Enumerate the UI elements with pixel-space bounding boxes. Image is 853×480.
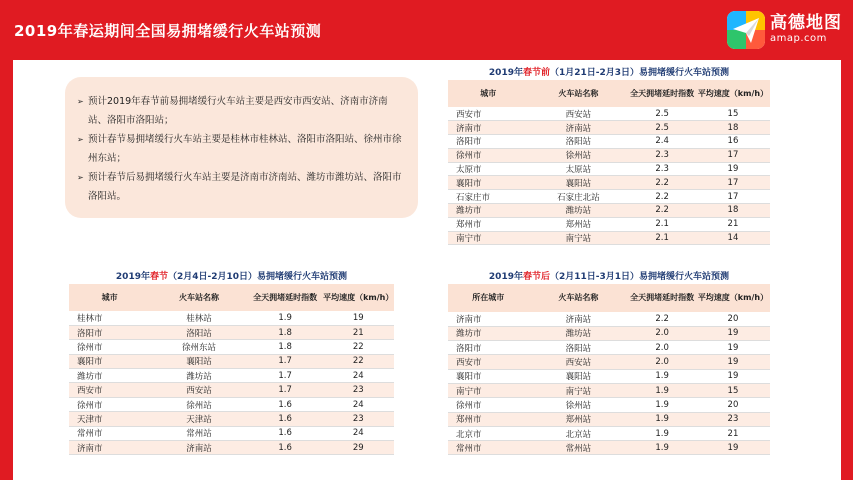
table-row [448,398,770,412]
cell-station: 南宁站 [529,231,629,245]
cell-station: 常州站 [529,441,629,455]
cell-delay-index: 1.8 [248,325,323,339]
cell-avg-speed: 20 [696,312,770,326]
cell-delay-index: 1.9 [248,311,323,325]
table-row [448,190,770,204]
cell-avg-speed: 15 [696,383,770,397]
cell-avg-speed: 22 [323,354,395,368]
cell-station: 北京站 [529,426,629,440]
amap-paper-plane-icon [727,11,765,49]
table-row [69,325,394,339]
cell-avg-speed: 19 [323,311,395,325]
cell-station: 潍坊站 [150,369,248,383]
cell-station: 桂林站 [150,311,248,325]
cell-city: 襄阳市 [448,176,529,190]
cell-city: 洛阳市 [448,135,529,149]
col-header: 平均速度（km/h） [323,284,395,311]
cell-delay-index: 2.5 [628,107,696,121]
cell-delay-index: 2.4 [628,135,696,149]
col-header: 全天拥堵延时指数 [628,284,696,312]
cell-avg-speed: 19 [696,162,770,176]
cell-city: 洛阳市 [69,325,150,339]
col-header: 城市 [448,80,529,107]
cell-station: 济南站 [150,441,248,455]
cell-avg-speed: 19 [696,326,770,340]
cell-avg-speed: 21 [696,217,770,231]
cell-delay-index: 1.9 [628,441,696,455]
cell-avg-speed: 15 [696,107,770,121]
table-row [69,397,394,411]
cell-avg-speed: 21 [323,325,395,339]
cell-avg-speed: 18 [696,204,770,218]
cell-city: 北京市 [448,426,529,440]
cell-delay-index: 1.6 [248,441,323,455]
table-row [69,369,394,383]
cell-city: 天津市 [69,412,150,426]
table-after-festival [448,271,770,455]
cell-avg-speed: 20 [696,398,770,412]
cell-avg-speed: 14 [696,231,770,245]
cell-city: 郑州市 [448,412,529,426]
table-row [69,383,394,397]
cell-city: 洛阳市 [448,341,529,355]
cell-station: 洛阳站 [529,341,629,355]
cell-city: 西安市 [448,107,529,121]
cell-avg-speed: 19 [696,441,770,455]
cell-city: 济南市 [448,121,529,135]
table-row [448,383,770,397]
table-title: 2019年春节前（1月21日-2月3日）易拥堵缓行火车站预测 [488,68,730,78]
cell-delay-index: 2.5 [628,121,696,135]
cell-city: 西安市 [448,355,529,369]
summary-item: ➢ 预计春节易拥堵缓行火车站主要是桂林市桂林站、洛阳市洛阳站、徐州市徐州东站； [77,130,406,168]
cell-avg-speed: 17 [696,190,770,204]
table-row [448,326,770,340]
cell-delay-index: 2.2 [628,312,696,326]
cell-delay-index: 1.9 [628,426,696,440]
table-row [69,354,394,368]
cell-station: 济南站 [529,312,629,326]
cell-city: 徐州市 [448,148,529,162]
cell-delay-index: 1.7 [248,354,323,368]
table-title: 2019年春节（2月4日-2月10日）易拥堵缓行火车站预测 [115,272,348,282]
logo-domain: amap.com [770,33,827,44]
cell-delay-index: 1.9 [628,369,696,383]
cell-station: 西安站 [529,107,629,121]
cell-station: 徐州站 [150,397,248,411]
cell-city: 济南市 [69,441,150,455]
cell-city: 太原市 [448,162,529,176]
table-row [69,426,394,440]
cell-delay-index: 1.7 [248,383,323,397]
cell-station: 潍坊站 [529,326,629,340]
table-row [448,441,770,455]
cell-city: 西安市 [69,383,150,397]
cell-city: 常州市 [448,441,529,455]
logo [770,13,842,45]
cell-delay-index: 2.2 [628,176,696,190]
cell-city: 襄阳市 [69,354,150,368]
cell-avg-speed: 19 [696,341,770,355]
cell-station: 天津站 [150,412,248,426]
cell-station: 郑州站 [529,217,629,231]
table-before-festival [448,67,770,245]
table-row [448,369,770,383]
cell-avg-speed: 16 [696,135,770,149]
table-row [448,312,770,326]
cell-city: 徐州市 [448,398,529,412]
table-row [448,162,770,176]
table-row [69,340,394,354]
cell-city: 济南市 [448,312,529,326]
cell-station: 石家庄北站 [529,190,629,204]
summary-box [65,77,418,218]
cell-avg-speed: 17 [696,176,770,190]
cell-station: 郑州站 [529,412,629,426]
cell-station: 西安站 [529,355,629,369]
col-header: 全天拥堵延时指数 [248,284,323,311]
table-row [448,412,770,426]
cell-station: 襄阳站 [529,369,629,383]
cell-station: 潍坊站 [529,204,629,218]
cell-city: 襄阳市 [448,369,529,383]
cell-delay-index: 2.0 [628,326,696,340]
cell-station: 徐州东站 [150,340,248,354]
table-row [448,148,770,162]
table-row [448,355,770,369]
cell-city: 桂林市 [69,311,150,325]
cell-avg-speed: 22 [323,340,395,354]
cell-station: 西安站 [150,383,248,397]
cell-delay-index: 1.6 [248,412,323,426]
header-bar [0,0,853,58]
cell-city: 潍坊市 [448,204,529,218]
cell-station: 常州站 [150,426,248,440]
cell-delay-index: 2.2 [628,190,696,204]
cell-delay-index: 1.9 [628,383,696,397]
table-row [448,341,770,355]
cell-delay-index: 2.2 [628,204,696,218]
col-header: 火车站名称 [529,284,629,312]
cell-station: 襄阳站 [529,176,629,190]
cell-delay-index: 2.0 [628,355,696,369]
col-header: 火车站名称 [150,284,248,311]
cell-avg-speed: 23 [323,412,395,426]
cell-station: 济南站 [529,121,629,135]
cell-city: 石家庄市 [448,190,529,204]
cell-avg-speed: 24 [323,369,395,383]
cell-station: 徐州站 [529,398,629,412]
cell-city: 常州市 [69,426,150,440]
cell-station: 襄阳站 [150,354,248,368]
col-header: 平均速度（km/h） [696,284,770,312]
cell-city: 徐州市 [69,397,150,411]
table-row [69,412,394,426]
table-row [69,441,394,455]
cell-avg-speed: 29 [323,441,395,455]
cell-avg-speed: 24 [323,397,395,411]
col-header: 所在城市 [448,284,529,312]
cell-delay-index: 2.1 [628,231,696,245]
table-row [448,426,770,440]
cell-city: 潍坊市 [69,369,150,383]
cell-delay-index: 1.9 [628,398,696,412]
cell-avg-speed: 23 [696,412,770,426]
table-row [448,121,770,135]
logo-name: 高德地图 [770,13,842,33]
cell-city: 郑州市 [448,217,529,231]
cell-avg-speed: 17 [696,148,770,162]
summary-item: ➢ 预计春节后易拥堵缓行火车站主要是济南市济南站、潍坊市潍坊站、洛阳市洛阳站。 [77,168,406,206]
cell-delay-index: 1.9 [628,412,696,426]
col-header: 全天拥堵延时指数 [628,80,696,107]
cell-delay-index: 1.8 [248,340,323,354]
cell-city: 南宁市 [448,383,529,397]
cell-delay-index: 1.6 [248,397,323,411]
table-row [448,217,770,231]
cell-delay-index: 2.1 [628,217,696,231]
cell-station: 徐州站 [529,148,629,162]
table-during-festival [69,271,394,455]
summary-item: ➢ 预计2019年春节前易拥堵缓行火车站主要是西安市西安站、济南市济南站、洛阳市洛阳站； [77,92,406,130]
cell-city: 徐州市 [69,340,150,354]
cell-city: 潍坊市 [448,326,529,340]
cell-avg-speed: 19 [696,369,770,383]
table-row [448,135,770,149]
table-row [448,107,770,121]
cell-station: 太原站 [529,162,629,176]
col-header: 火车站名称 [529,80,629,107]
col-header: 平均速度（km/h） [696,80,770,107]
cell-station: 洛阳站 [150,325,248,339]
cell-avg-speed: 23 [323,383,395,397]
table-row [69,311,394,325]
cell-delay-index: 2.3 [628,148,696,162]
cell-delay-index: 2.0 [628,341,696,355]
table-title: 2019年春节后（2月11日-3月1日）易拥堵缓行火车站预测 [488,272,730,282]
cell-station: 南宁站 [529,383,629,397]
col-header: 城市 [69,284,150,311]
cell-avg-speed: 21 [696,426,770,440]
cell-station: 洛阳站 [529,135,629,149]
cell-city: 南宁市 [448,231,529,245]
cell-delay-index: 1.7 [248,369,323,383]
cell-avg-speed: 19 [696,355,770,369]
cell-avg-speed: 24 [323,426,395,440]
cell-delay-index: 2.3 [628,162,696,176]
table-row [448,231,770,245]
cell-delay-index: 1.6 [248,426,323,440]
table-row [448,204,770,218]
cell-avg-speed: 18 [696,121,770,135]
page-title: 2019年春运期间全国易拥堵缓行火车站预测 [14,22,322,40]
content-panel [13,60,841,480]
table-row [448,176,770,190]
